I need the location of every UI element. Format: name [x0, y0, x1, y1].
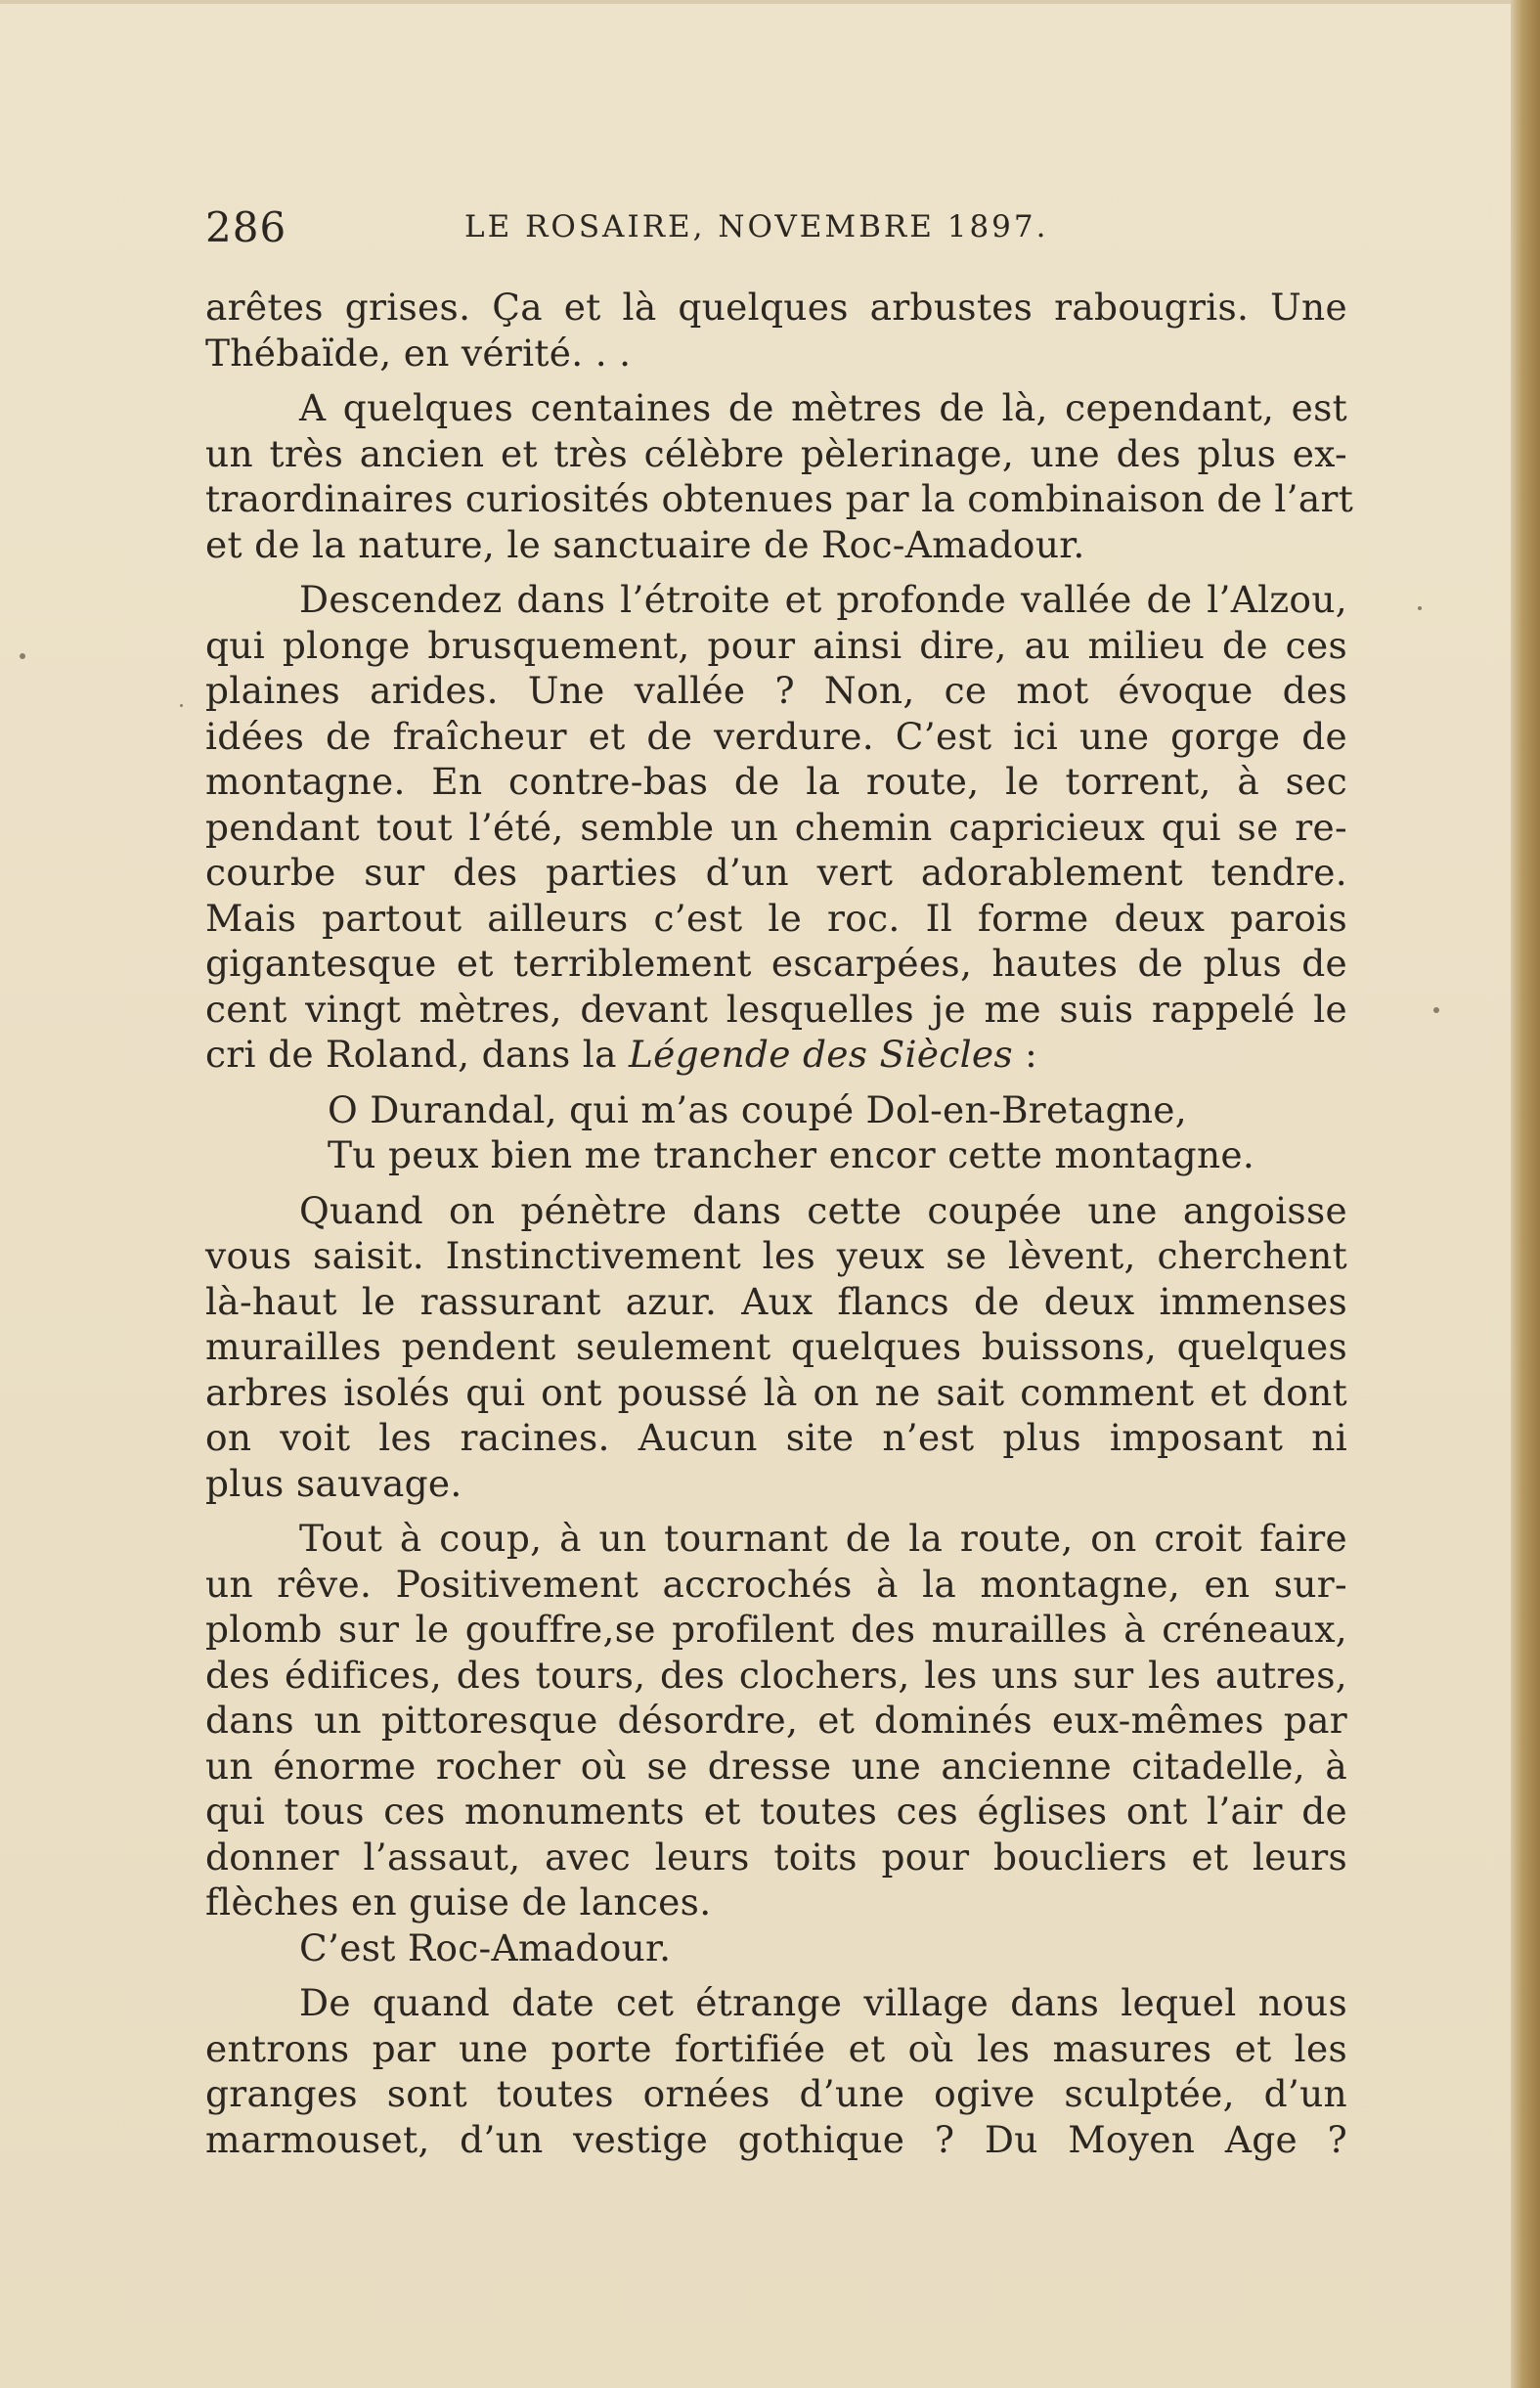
- paper-speck: [1418, 606, 1422, 610]
- text-line: arbres isolés qui ont poussé là on ne sait comment et dont: [205, 1370, 1347, 1414]
- text-line: qui tous ces monuments et toutes ces églises ont l’air de: [205, 1790, 1347, 1833]
- text-line: un rêve. Positivement accrochés à la montagne, en sur-: [205, 1562, 1347, 1606]
- text-line: Mais partout ailleurs c’est le roc. Il forme deux parois: [205, 896, 1347, 940]
- text-line: [205, 1032, 1347, 1078]
- text-line: arêtes grises. Ça et là quelques arbustes rabougris. Une: [205, 286, 1347, 329]
- text-line: gigantesque et terriblement escarpées, hautes de plus de: [205, 942, 1347, 985]
- text-line: flèches en guise de lances.: [205, 1880, 712, 1924]
- text-line: là-haut le rassurant azur. Aux flancs de deux immenses: [205, 1279, 1347, 1323]
- text-line: dans un pittoresque désordre, et dominés eux-mêmes par: [205, 1699, 1347, 1742]
- verse-line: O Durandal, qui m’as coupé Dol-en-Bretagne,: [328, 1087, 1188, 1131]
- text-line: plus sauvage.: [205, 1461, 462, 1505]
- text-line: qui plonge brusquement, pour ainsi dire, au milieu de ces: [205, 623, 1347, 667]
- text-line: marmouset, d’un vestige gothique ? Du Moyen Age ?: [205, 2117, 1347, 2161]
- paper-speck: [1433, 1007, 1439, 1013]
- text-line: Descendez dans l’étroite et profonde vallée de l’Alzou,: [299, 578, 1347, 621]
- text-line: cent vingt mètres, devant lesquelles je me suis rappelé le: [205, 987, 1347, 1031]
- verse-quote: [328, 1087, 1347, 1178]
- book-spine-edge: [1511, 0, 1540, 2388]
- text-line: Quand on pénètre dans cette coupée une angoisse: [299, 1188, 1347, 1232]
- paragraph-6: [205, 1925, 1347, 1971]
- text-line: Thébaïde, en vérité. . .: [205, 331, 632, 375]
- paragraph-1: [205, 285, 1347, 376]
- text-line: on voit les racines. Aucun site n’est plus imposant ni: [205, 1416, 1347, 1459]
- text-line: C’est Roc-Amadour.: [299, 1925, 672, 1969]
- text-line: vous saisit. Instinctivement les yeux se lèvent, cherchent: [205, 1234, 1347, 1277]
- text-line: montagne. En contre-bas de la route, le torrent, à sec: [205, 760, 1347, 803]
- text-line: A quelques centaines de mètres de là, cependant, est: [299, 386, 1347, 429]
- text-line: De quand date cet étrange village dans lequel nous: [299, 1981, 1347, 2024]
- paragraph-3: [205, 577, 1347, 1078]
- paragraph-4: [205, 1188, 1347, 1507]
- page-top-edge: [0, 0, 1511, 4]
- text-line: traordinaires curiosités obtenues par la combinaison de l’art: [205, 477, 1354, 520]
- text-line-end: :: [1012, 1033, 1038, 1076]
- text-line: donner l’assaut, avec leurs toits pour boucliers et leurs: [205, 1835, 1347, 1879]
- page-number: 286: [205, 203, 287, 251]
- text-line: murailles pendent seulement quelques buissons, quelques: [205, 1325, 1347, 1368]
- paper-speck: [20, 653, 25, 659]
- text-line: pendant tout l’été, semble un chemin capricieux qui se re-: [205, 805, 1347, 849]
- text-line: granges sont toutes ornées d’une ogive sculptée, d’un: [205, 2072, 1347, 2115]
- body-text: [205, 285, 1354, 2162]
- verse-line: Tu peux bien me trancher encor cette montagne.: [328, 1133, 1255, 1176]
- text-line: un très ancien et très célèbre pèlerinage, une des plus ex-: [205, 431, 1347, 475]
- text-line: Tout à coup, à un tournant de la route, on croit faire: [299, 1517, 1347, 1560]
- text-line-start: cri de Roland, dans la: [205, 1033, 617, 1076]
- text-line: plaines arides. Une vallée ? Non, ce mot évoque des: [205, 669, 1347, 712]
- text-line: courbe sur des parties d’un vert adorablement tendre.: [205, 851, 1347, 894]
- text-line: idées de fraîcheur et de verdure. C’est ici une gorge de: [205, 714, 1347, 758]
- text-line: un énorme rocher où se dresse une ancienne citadelle, à: [205, 1744, 1347, 1788]
- paper-speck: [180, 704, 183, 707]
- italic-title: Légende des Siècles: [628, 1033, 1013, 1076]
- running-title: LE ROSAIRE, NOVEMBRE 1897.: [464, 209, 1049, 244]
- text-line: et de la nature, le sanctuaire de Roc-Amadour.: [205, 522, 1085, 566]
- paragraph-5: [205, 1516, 1347, 1925]
- paragraph-2: [205, 385, 1354, 567]
- page-header: [205, 203, 1066, 262]
- text-line: plomb sur le gouffre,se profilent des murailles à créneaux,: [205, 1608, 1347, 1651]
- paragraph-7: [205, 1980, 1347, 2162]
- text-line: des édifices, des tours, des clochers, les uns sur les autres,: [205, 1653, 1347, 1697]
- text-line: entrons par une porte fortifiée et où les masures et les: [205, 2026, 1347, 2070]
